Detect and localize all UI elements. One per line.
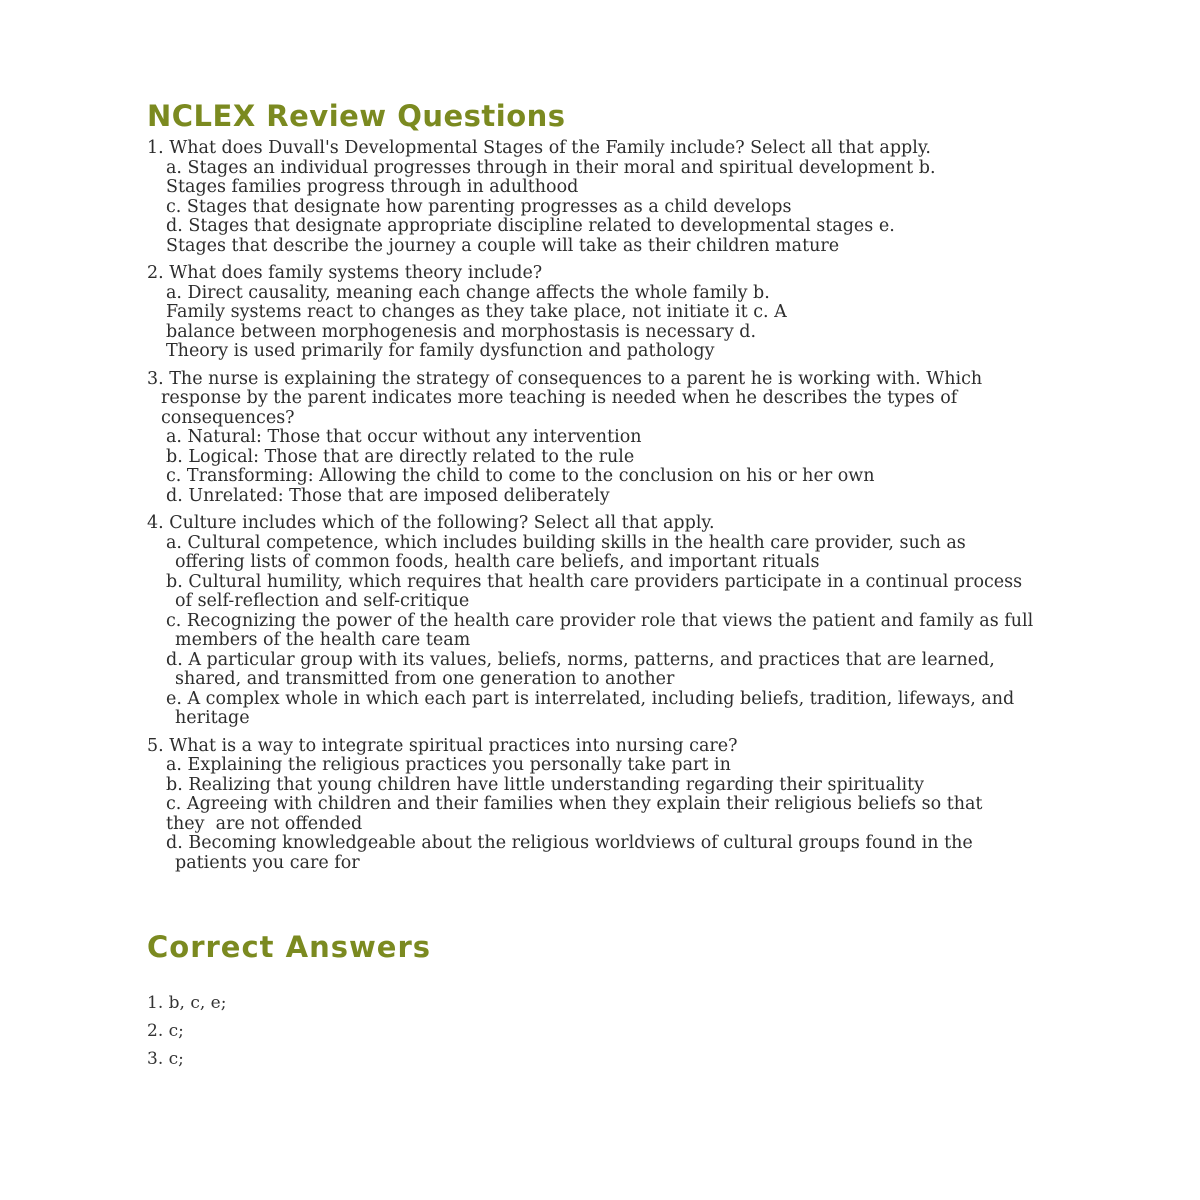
question-block bbox=[147, 264, 1140, 362]
question-line: d. Stages that designate appropriate discipline related to developmental stages e. bbox=[166, 216, 895, 236]
page-title: NCLEX Review Questions bbox=[147, 99, 566, 133]
question-line: a. Natural: Those that occur without any intervention bbox=[166, 427, 642, 447]
question-line: d. A particular group with its values, beliefs, norms, patterns, and practices that are learned, bbox=[166, 649, 995, 670]
question-line: c. Transforming: Allowing the child to come to the conclusion on his or her own bbox=[166, 466, 875, 486]
answer-line: 2. c; bbox=[147, 1021, 184, 1041]
questions-section bbox=[147, 139, 1140, 873]
question-line: b. Cultural humility, which requires that health care providers participate in a continual process bbox=[166, 571, 1023, 592]
question-line: a. Direct causality, meaning each change affects the whole family b. bbox=[166, 282, 770, 303]
question-line: offering lists of common foods, health care beliefs, and important rituals bbox=[175, 552, 820, 572]
question-block bbox=[147, 737, 1140, 874]
question-line: 1. What does Duvall's Developmental Stages of the Family include? Select all that apply. bbox=[147, 138, 931, 158]
question-line: of self-reflection and self-critique bbox=[175, 591, 470, 611]
question-line: 3. The nurse is explaining the strategy of consequences to a parent he is working with. Which bbox=[147, 368, 983, 389]
question-line: c. Agreeing with children and their families when they explain their religious beliefs so that bbox=[166, 794, 983, 814]
question-line: response by the parent indicates more teaching is needed when he describes the types of bbox=[161, 388, 958, 408]
question-line: a. Cultural competence, which includes building skills in the health care provider, such as bbox=[166, 532, 966, 553]
question-line: Theory is used primarily for family dysfunction and pathology bbox=[166, 341, 715, 361]
answer-line: 3. c; bbox=[147, 1049, 184, 1069]
question-line: c. Recognizing the power of the health care provider role that views the patient and family as full bbox=[166, 610, 1034, 631]
answers-list bbox=[147, 989, 1140, 1073]
question-line: patients you care for bbox=[175, 852, 360, 873]
question-block bbox=[147, 514, 1140, 729]
question-block bbox=[147, 139, 1140, 256]
question-line: d. Unrelated: Those that are imposed deliberately bbox=[166, 485, 610, 506]
question-line: 5. What is a way to integrate spiritual practices into nursing care? bbox=[147, 735, 738, 756]
question-line: balance between morphogenesis and morphostasis is necessary d. bbox=[166, 321, 757, 342]
question-line: Stages that describe the journey a couple will take as their children mature bbox=[166, 235, 840, 256]
question-block bbox=[147, 370, 1140, 507]
question-line: heritage bbox=[175, 708, 250, 728]
question-line: 2. What does family systems theory include? bbox=[147, 263, 543, 283]
question-line: 4. Culture includes which of the following? Select all that apply. bbox=[147, 513, 715, 533]
question-line: b. Logical: Those that are directly related to the rule bbox=[166, 446, 635, 467]
question-line: they are not offended bbox=[166, 813, 363, 834]
question-line: e. A complex whole in which each part is interrelated, including beliefs, tradition, lifeways, and bbox=[166, 688, 1015, 709]
question-line: a. Stages an individual progresses through in their moral and spiritual development b. bbox=[166, 157, 936, 178]
answers-heading: Correct Answers bbox=[147, 930, 432, 964]
answer-line: 1. b, c, e; bbox=[147, 993, 227, 1013]
question-line: d. Becoming knowledgeable about the religious worldviews of cultural groups found in the bbox=[166, 833, 973, 853]
question-line: a. Explaining the religious practices you personally take part in bbox=[166, 755, 731, 775]
question-line: Stages families progress through in adulthood bbox=[166, 177, 579, 197]
question-line: consequences? bbox=[161, 407, 295, 428]
question-line: shared, and transmitted from one generation to another bbox=[175, 669, 675, 689]
question-line: b. Realizing that young children have little understanding regarding their spirituality bbox=[166, 774, 925, 795]
question-line: Family systems react to changes as they take place, not initiate it c. A bbox=[166, 302, 787, 322]
question-line: members of the health care team bbox=[175, 630, 471, 650]
question-line: c. Stages that designate how parenting progresses as a child develops bbox=[166, 196, 792, 217]
